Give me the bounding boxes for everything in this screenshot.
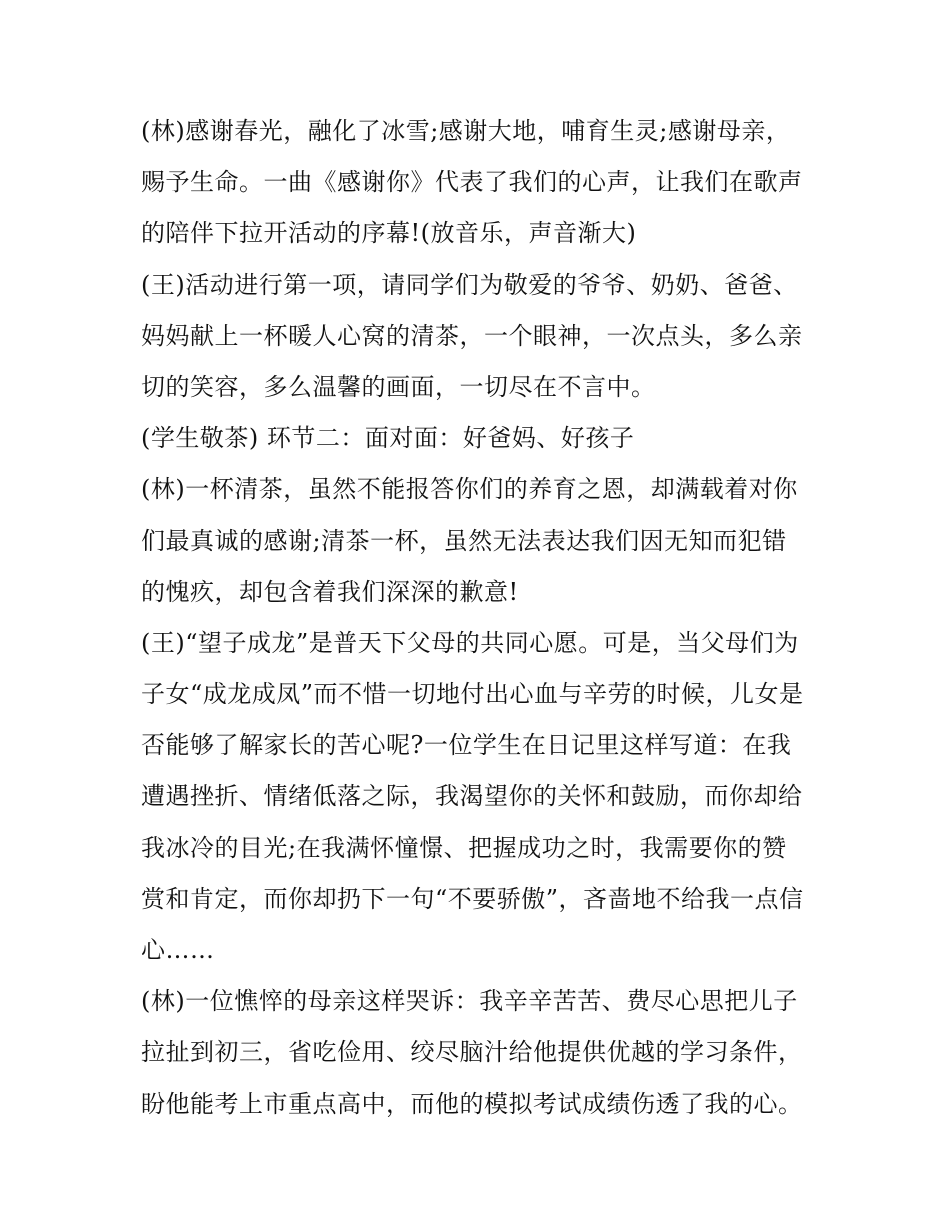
text-line: (林)一位憔悴的母亲这样哭诉：我辛辛苦苦、费尽心思把儿子: [141, 987, 798, 1016]
text-line: (王)活动进行第一项，请同学们为敬爱的爷爷、奶奶、爸爸、: [141, 270, 798, 299]
document-page: [141, 106, 821, 1130]
text-line: (学生敬茶) 环节二：面对面：好爸妈、好孩子: [141, 424, 635, 453]
text-line: 子女“成龙成凤”而不惜一切地付出心血与辛劳的时候，儿女是: [141, 680, 804, 709]
text-line: 赏和肯定，而你却扔下一句“不要骄傲”，吝啬地不给我一点信: [141, 884, 804, 913]
text-line: 们最真诚的感谢;清茶一杯，虽然无法表达我们因无知而犯错: [141, 526, 787, 555]
text-line: 的愧疚，却包含着我们深深的歉意!: [141, 577, 519, 606]
text-line: 心……: [141, 936, 215, 964]
text-line: 妈妈献上一杯暖人心窝的清茶，一个眼神，一次点头，多么亲: [141, 321, 803, 350]
text-line: 拉扯到初三，省吃俭用、绞尽脑汁给他提供优越的学习条件，: [141, 1038, 803, 1067]
text-line: (林)感谢春光，融化了冰雪;感谢大地，哺育生灵;感谢母亲，: [141, 117, 791, 145]
text-line: (林)一杯清茶，虽然不能报答你们的养育之恩，却满载着对你: [141, 475, 798, 504]
text-line: 盼他能考上市重点高中，而他的模拟考试成绩伤透了我的心。: [141, 1089, 803, 1118]
text-line: 切的笑容，多么温馨的画面，一切尽在不言中。: [141, 372, 656, 401]
text-line: 否能够了解家长的苦心呢?一位学生在日记里这样写道：在我: [141, 731, 792, 760]
text-line: 的陪伴下拉开活动的序幕!(放音乐，声音渐大): [141, 219, 637, 248]
text-line: 遭遇挫折、情绪低落之际，我渴望你的关怀和鼓励，而你却给: [141, 782, 803, 811]
text-line: (王)“望子成龙”是普天下父母的共同心愿。可是，当父母们为: [141, 628, 799, 657]
text-line: 赐予生命。一曲《感谢你》代表了我们的心声，让我们在歌声: [141, 168, 803, 197]
text-line: 我冰冷的目光;在我满怀憧憬、把握成功之时，我需要你的赞: [141, 833, 787, 862]
